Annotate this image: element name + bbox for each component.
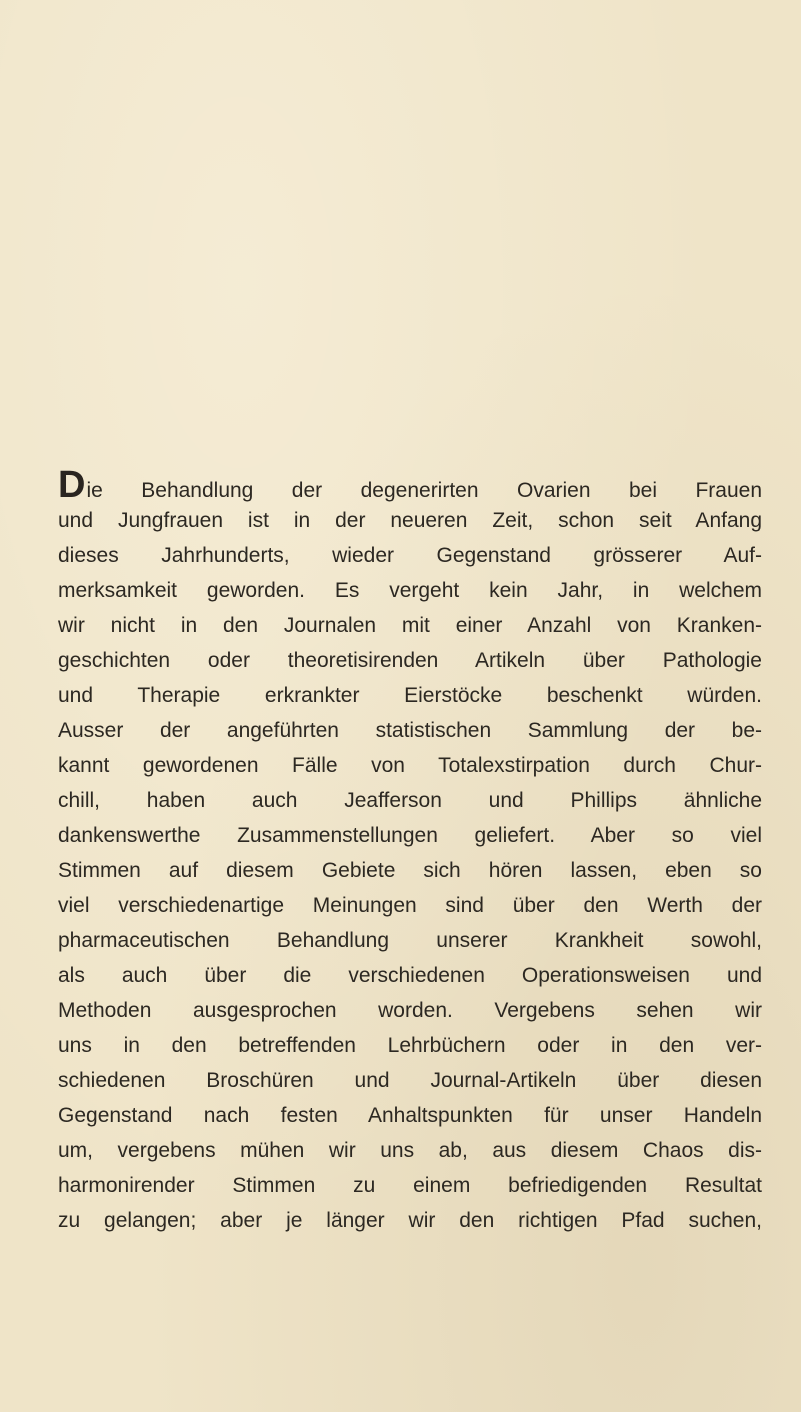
text-line: dieses Jahrhunderts, wieder Gegenstand grösserer Auf- — [58, 544, 762, 567]
text-line: viel verschiedenartige Meinungen sind über den Werth der — [58, 894, 762, 917]
text-line: wir nicht in den Journalen mit einer Anzahl von Kranken- — [58, 614, 762, 637]
text-line: schiedenen Broschüren und Journal-Artikeln über diesen — [58, 1069, 762, 1092]
text-line: und Therapie erkrankter Eierstöcke beschenkt würden. — [58, 684, 762, 707]
text-line: zu gelangen; aber je länger wir den richtigen Pfad suchen, — [58, 1209, 762, 1232]
text-line: Gegenstand nach festen Anhaltspunkten für unser Handeln — [58, 1104, 762, 1127]
text-line: pharmaceutischen Behandlung unserer Krankheit sowohl, — [58, 929, 762, 952]
text-line: dankenswerthe Zusammenstellungen geliefert. Aber so viel — [58, 824, 762, 847]
text-line: geschichten oder theoretisirenden Artikeln über Pathologie — [58, 649, 762, 672]
text-line: harmonirender Stimmen zu einem befriedigenden Resultat — [58, 1174, 762, 1197]
text-line: merksamkeit geworden. Es vergeht kein Jahr, in welchem — [58, 579, 762, 602]
text-line-content: ie Behandlung der degenerirten Ovarien bei Frauen — [86, 479, 762, 502]
text-line: Ausser der angeführten statistischen Sammlung der be- — [58, 719, 762, 742]
text-line: chill, haben auch Jeafferson und Phillips ähnliche — [58, 789, 762, 812]
text-line: Methoden ausgesprochen worden. Vergebens sehen wir — [58, 999, 762, 1022]
text-line: als auch über die verschiedenen Operationsweisen und — [58, 964, 762, 987]
initial-letter: D — [58, 464, 86, 506]
text-line: Stimmen auf diesem Gebiete sich hören lassen, eben so — [58, 859, 762, 882]
text-line: um, vergebens mühen wir uns ab, aus diesem Chaos dis- — [58, 1139, 762, 1162]
text-line: und Jungfrauen ist in der neueren Zeit, schon seit Anfang — [58, 509, 762, 532]
text-line — [58, 464, 762, 506]
text-line: uns in den betreffenden Lehrbüchern oder in den ver- — [58, 1034, 762, 1057]
body-paragraph — [58, 464, 762, 1238]
text-line: kannt gewordenen Fälle von Totalexstirpation durch Chur- — [58, 754, 762, 777]
